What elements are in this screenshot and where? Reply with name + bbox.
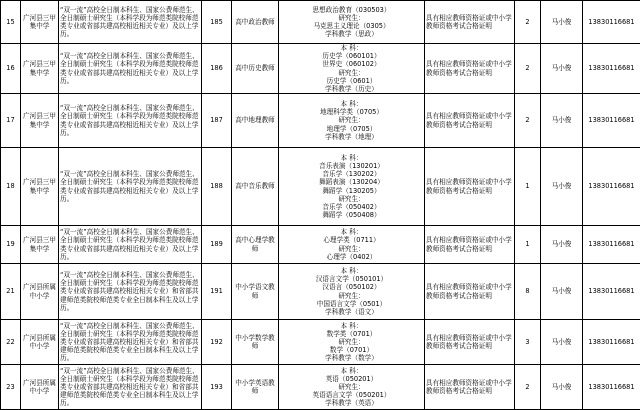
contact-phone: 13830116681 xyxy=(583,320,640,365)
headcount: 2 xyxy=(515,365,541,410)
table-row xyxy=(1,264,640,320)
major-line: 汉语言文学（050101） xyxy=(280,275,423,283)
education-requirement: “双一流”高校全日制本科生、国家公费师范生、全日制硕士研究生（本科学段为师范类院校师范类专业或省部共建高校相近相关专业）及以上学历。 xyxy=(59,226,202,264)
major-line: 学科教学（地理） xyxy=(280,133,423,141)
employer-unit: 广河县三甲集中学 xyxy=(21,94,59,148)
major-requirement xyxy=(279,94,425,148)
major-line: 研究生： xyxy=(280,245,423,253)
employer-unit: 广河县所属中小学 xyxy=(21,320,59,365)
table-row xyxy=(1,226,640,264)
major-line: 研究生： xyxy=(280,338,423,346)
table-row xyxy=(1,365,640,410)
row-number: 17 xyxy=(1,94,21,148)
table-row xyxy=(1,1,640,44)
contact-person: 马小俊 xyxy=(541,320,583,365)
major-line: 学科教学（英语） xyxy=(280,399,423,407)
major-line: 研究生： xyxy=(280,383,423,391)
major-line: 心理学类（0711） xyxy=(280,236,423,244)
major-line: 历史学（060101） xyxy=(280,52,423,60)
position-code: 186 xyxy=(202,44,232,94)
major-requirement xyxy=(279,1,425,44)
position-code: 191 xyxy=(202,264,232,320)
headcount: 2 xyxy=(515,44,541,94)
contact-person: 马小俊 xyxy=(541,148,583,226)
employer-unit: 广河县三甲集中学 xyxy=(21,1,59,44)
headcount: 8 xyxy=(515,264,541,320)
position-name: 高中政治教师 xyxy=(232,1,279,44)
major-line: 历史学（0601） xyxy=(280,77,423,85)
certificate-requirement: 具有相应教师资格证或中小学教师资格考试合格证明 xyxy=(425,226,515,264)
contact-phone: 13830116681 xyxy=(583,226,640,264)
table-row xyxy=(1,94,640,148)
row-number: 16 xyxy=(1,44,21,94)
row-number: 15 xyxy=(1,1,21,44)
major-requirement xyxy=(279,148,425,226)
position-code: 188 xyxy=(202,148,232,226)
certificate-requirement: 具有相应教师资格证或中小学教师资格考试合格证明 xyxy=(425,148,515,226)
certificate-requirement: 具有相应教师资格证或中小学教师资格考试合格证明 xyxy=(425,1,515,44)
position-code: 187 xyxy=(202,94,232,148)
major-line: 舞蹈学（130205） xyxy=(280,187,423,195)
contact-person: 马小俊 xyxy=(541,264,583,320)
major-requirement xyxy=(279,226,425,264)
major-line: 汉语言（050102） xyxy=(280,283,423,291)
certificate-requirement: 具有相应教师资格证或中小学教师资格考试合格证明 xyxy=(425,264,515,320)
major-requirement xyxy=(279,264,425,320)
row-number: 21 xyxy=(1,264,21,320)
employer-unit: 广河县三甲集中学 xyxy=(21,226,59,264)
major-line: 研究生： xyxy=(280,195,423,203)
major-line: 地理学（0705） xyxy=(280,125,423,133)
major-line: 心理学（0402） xyxy=(280,253,423,261)
major-line: 世界史（060102） xyxy=(280,60,423,68)
education-requirement: “双一流”高校全日制本科生、国家公费师范生、全日制硕士研究生（本科学段为师范类院校师范类专业或省部共建高校相近相关专业）和省部共建师范类院校师范类专业全日制本科生及以上学历。 xyxy=(59,320,202,365)
employer-unit: 广河县所属中小学 xyxy=(21,365,59,410)
major-line: 数学类（0701） xyxy=(280,330,423,338)
row-number: 22 xyxy=(1,320,21,365)
table-row xyxy=(1,148,640,226)
major-line: 学科教学（语文） xyxy=(280,308,423,316)
certificate-requirement: 具有相应教师资格证或中小学教师资格考试合格证明 xyxy=(425,365,515,410)
major-line: 思想政治教育（030503） xyxy=(280,6,423,14)
position-name: 高中历史教师 xyxy=(232,44,279,94)
table-row xyxy=(1,320,640,365)
education-requirement: “双一流”高校全日制本科生、国家公费师范生、全日制硕士研究生（本科学段为师范类院校师范类专业或省部共建高校相近相关专业）及以上学历。 xyxy=(59,148,202,226)
major-line: 音乐表演（130201） xyxy=(280,162,423,170)
contact-phone: 13830116681 xyxy=(583,365,640,410)
major-requirement xyxy=(279,365,425,410)
education-requirement: “双一流”高校全日制本科生、国家公费师范生、全日制硕士研究生（本科学段为师范类院校师范类专业或省部共建高校相近相关专业）及以上学历。 xyxy=(59,44,202,94)
headcount: 1 xyxy=(515,148,541,226)
major-line: 研究生： xyxy=(280,116,423,124)
position-name: 中小学英语教师 xyxy=(232,365,279,410)
row-number: 18 xyxy=(1,148,21,226)
position-code: 192 xyxy=(202,320,232,365)
certificate-requirement: 具有相应教师资格证或中小学教师资格考试合格证明 xyxy=(425,94,515,148)
major-line: 马克思主义理论（0305） xyxy=(280,22,423,30)
position-code: 193 xyxy=(202,365,232,410)
major-line: 中国语言文学（0501） xyxy=(280,300,423,308)
major-line: 英语语言文学（050201） xyxy=(280,391,423,399)
major-line: 本 科： xyxy=(280,100,423,108)
position-name: 高中地理教师 xyxy=(232,94,279,148)
major-line: 本 科： xyxy=(280,367,423,375)
education-requirement: “双一流”高校全日制本科生、国家公费师范生、全日制硕士研究生（本科学段为师范类院校师范类专业或省部共建高校相近相关专业）和省部共建师范类院校师范类专业全日制本科生及以上学历。 xyxy=(59,365,202,410)
contact-person: 马小俊 xyxy=(541,1,583,44)
major-requirement xyxy=(279,320,425,365)
major-line: 舞蹈表演（130204） xyxy=(280,178,423,186)
employer-unit: 广河县三甲集中学 xyxy=(21,44,59,94)
education-requirement: “双一流”高校全日制本科生、国家公费师范生、全日制硕士研究生（本科学段为师范类院校师范类专业或省部共建高校相近相关专业）及以上学历。 xyxy=(59,94,202,148)
position-name: 高中心理学教师 xyxy=(232,226,279,264)
major-line: 学科教学（数学） xyxy=(280,354,423,362)
contact-person: 马小俊 xyxy=(541,365,583,410)
contact-person: 马小俊 xyxy=(541,44,583,94)
major-line: 研究生： xyxy=(280,292,423,300)
major-line: 音乐学（050402） xyxy=(280,203,423,211)
headcount: 3 xyxy=(515,320,541,365)
education-requirement: “双一流”高校全日制本科生、国家公费师范生、全日制硕士研究生（本科学段为师范类院校师范类专业或省部共建高校相近相关专业）及以上学历。 xyxy=(59,1,202,44)
position-code: 189 xyxy=(202,226,232,264)
position-name: 中小学语文教师 xyxy=(232,264,279,320)
contact-phone: 13830116681 xyxy=(583,148,640,226)
contact-person: 马小俊 xyxy=(541,94,583,148)
position-code: 185 xyxy=(202,1,232,44)
headcount: 2 xyxy=(515,94,541,148)
major-line: 本 科： xyxy=(280,322,423,330)
contact-phone: 13830116681 xyxy=(583,1,640,44)
position-name: 中小学数学教师 xyxy=(232,320,279,365)
contact-phone: 13830116681 xyxy=(583,44,640,94)
major-line: 本 科： xyxy=(280,267,423,275)
certificate-requirement: 具有相应教师资格证或中小学教师资格考试合格证明 xyxy=(425,44,515,94)
contact-person: 马小俊 xyxy=(541,226,583,264)
major-line: 本 科： xyxy=(280,154,423,162)
table-row xyxy=(1,44,640,94)
major-line: 研究生： xyxy=(280,69,423,77)
education-requirement: “双一流”高校全日制本科生、国家公费师范生、全日制硕士研究生（本科学段为师范类院校师范类专业或省部共建高校相近相关专业）和省部共建师范类院校师范类专业全日制本科生及以上学历。 xyxy=(59,264,202,320)
major-line: 学科教学（思政） xyxy=(280,30,423,38)
major-line: 舞蹈学（050408） xyxy=(280,211,423,219)
employer-unit: 广河县三甲集中学 xyxy=(21,148,59,226)
major-line: 本 科： xyxy=(280,44,423,52)
row-number: 19 xyxy=(1,226,21,264)
certificate-requirement: 具有相应教师资格证或中小学教师资格考试合格证明 xyxy=(425,320,515,365)
major-requirement xyxy=(279,44,425,94)
major-line: 数学（0701） xyxy=(280,346,423,354)
major-line: 英语（050201） xyxy=(280,375,423,383)
major-line: 研究生： xyxy=(280,14,423,22)
major-line: 地理科学类（0705） xyxy=(280,108,423,116)
employer-unit: 广河县所属中小学 xyxy=(21,264,59,320)
major-line: 音乐学（130202） xyxy=(280,170,423,178)
major-line: 本 科： xyxy=(280,228,423,236)
headcount: 1 xyxy=(515,226,541,264)
position-name: 高中音乐教师 xyxy=(232,148,279,226)
contact-phone: 13830116681 xyxy=(583,264,640,320)
row-number: 23 xyxy=(1,365,21,410)
contact-phone: 13830116681 xyxy=(583,94,640,148)
headcount: 2 xyxy=(515,1,541,44)
major-line: 学科教学（历史） xyxy=(280,85,423,93)
